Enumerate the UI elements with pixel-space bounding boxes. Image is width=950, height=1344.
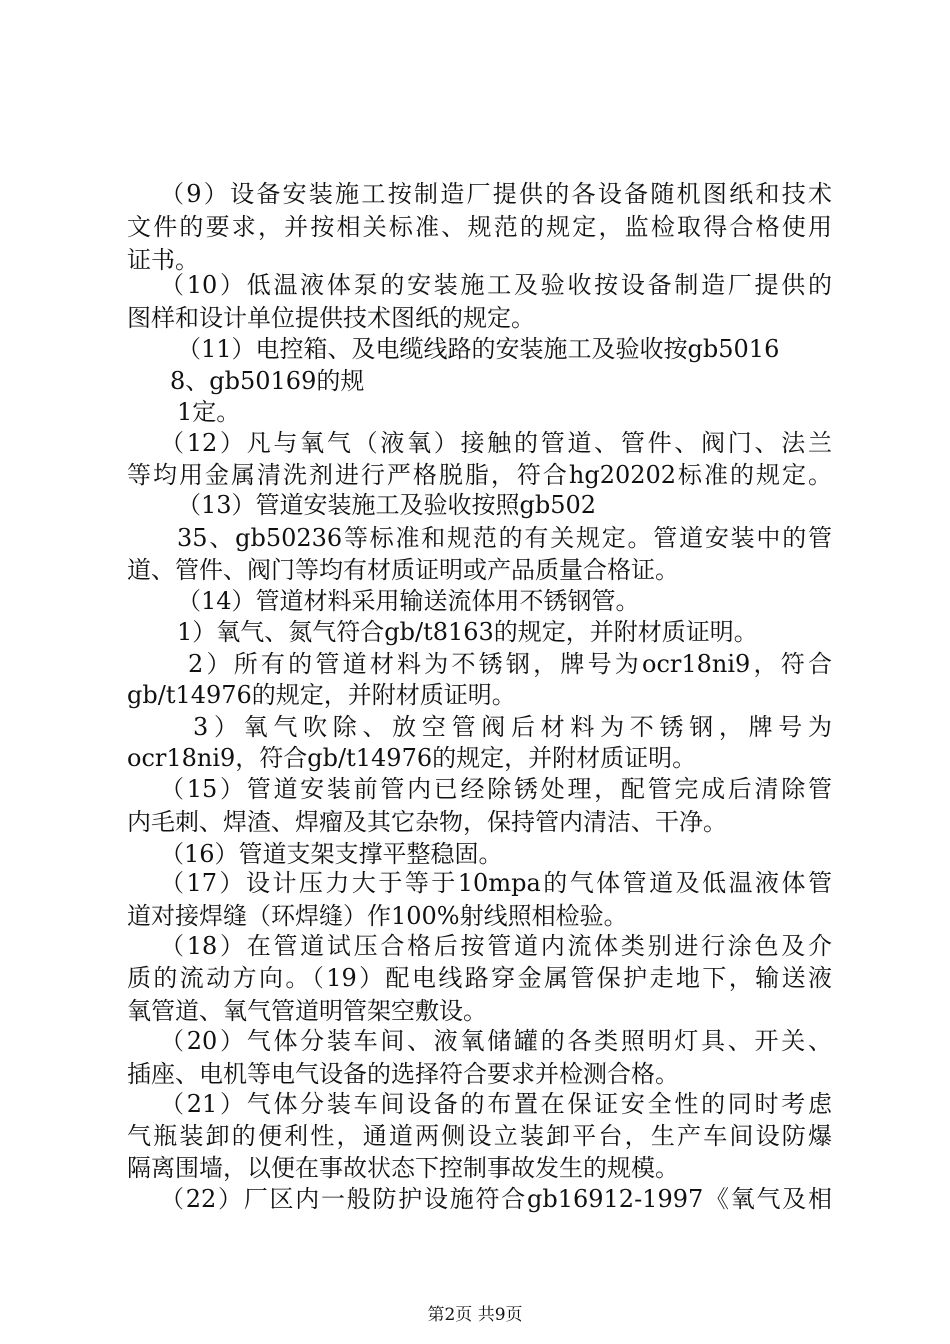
paragraph-line: （11）电控箱、及电缆线路的安装施工及验收按gb5016 [177,335,780,363]
paragraph-line: （14）管道材料采用输送流体用不锈钢管。 [177,587,640,615]
paragraph-line: 1定。 [177,398,241,426]
paragraph-line: （21）气体分装车间设备的布置在保证安全性的同时考虑 [160,1090,832,1118]
paragraph-line: 道对接焊缝（环焊缝）作100%射线照相检验。 [127,902,628,930]
paragraph-line: （16）管道支架支撑平整稳固。 [160,840,503,868]
paragraph-line: 2）所有的管道材料为不锈钢，牌号为ocr18ni9，符合 [188,650,832,678]
paragraph-line: 35、gb50236等标准和规范的有关规定。管道安装中的管 [177,524,832,552]
paragraph-line: （10）低温液体泵的安装施工及验收按设备制造厂提供的 [160,271,832,299]
paragraph-line: ocr18ni9，符合gb/t14976的规定，并附材质证明。 [127,744,697,772]
paragraph-line: 质的流动方向。（19）配电线路穿金属管保护走地下，输送液 [127,964,832,992]
paragraph-line: 8、gb50169的规 [170,367,365,395]
paragraph-line: 插座、电机等电气设备的选择符合要求并检测合格。 [127,1060,679,1088]
paragraph-line: 道、管件、阀门等均有材质证明或产品质量合格证。 [127,556,679,584]
paragraph-line: （20）气体分装车间、液氧储罐的各类照明灯具、开关、 [160,1027,832,1055]
paragraph-line: （15）管道安装前管内已经除锈处理，配管完成后清除管 [160,775,832,803]
paragraph-line: （18）在管道试压合格后按管道内流体类别进行涂色及介 [160,932,832,960]
paragraph-line: 文件的要求，并按相关标准、规范的规定，监检取得合格使用 [127,213,832,241]
paragraph-line: 3）氧气吹除、放空管阀后材料为不锈钢，牌号为 [193,713,832,741]
paragraph-line: （9）设备安装施工按制造厂提供的各设备随机图纸和技术 [160,180,832,208]
paragraph-line: 证书。 [127,246,199,274]
paragraph-line: gb/t14976的规定，并附材质证明。 [127,681,516,709]
paragraph-line: （13）管道安装施工及验收按照gb502 [177,491,597,519]
paragraph-line: 隔离围墙，以便在事故状态下控制事故发生的规模。 [127,1154,679,1182]
paragraph-line: 内毛刺、焊渣、焊瘤及其它杂物，保持管内清洁、干净。 [127,808,727,836]
paragraph-line: 图样和设计单位提供技术图纸的规定。 [127,304,535,332]
paragraph-line: （12）凡与氧气（液氧）接触的管道、管件、阀门、法兰 [160,429,832,457]
paragraph-line: 氧管道、氧气管道明管架空敷设。 [127,997,487,1025]
paragraph-line: 等均用金属清洗剂进行严格脱脂，符合hg20202标准的规定。 [127,461,832,489]
paragraph-line: （17）设计压力大于等于10mpa的气体管道及低温液体管 [160,869,832,897]
paragraph-line: （22）厂区内一般防护设施符合gb16912-1997《氧气及相 [160,1185,832,1213]
paragraph-line: 气瓶装卸的便利性，通道两侧设立装卸平台，生产车间设防爆 [127,1122,832,1150]
page-number-footer: 第2页 共9页 [427,1305,523,1325]
paragraph-line: 1）氧气、氮气符合gb/t8163的规定，并附材质证明。 [177,618,758,646]
